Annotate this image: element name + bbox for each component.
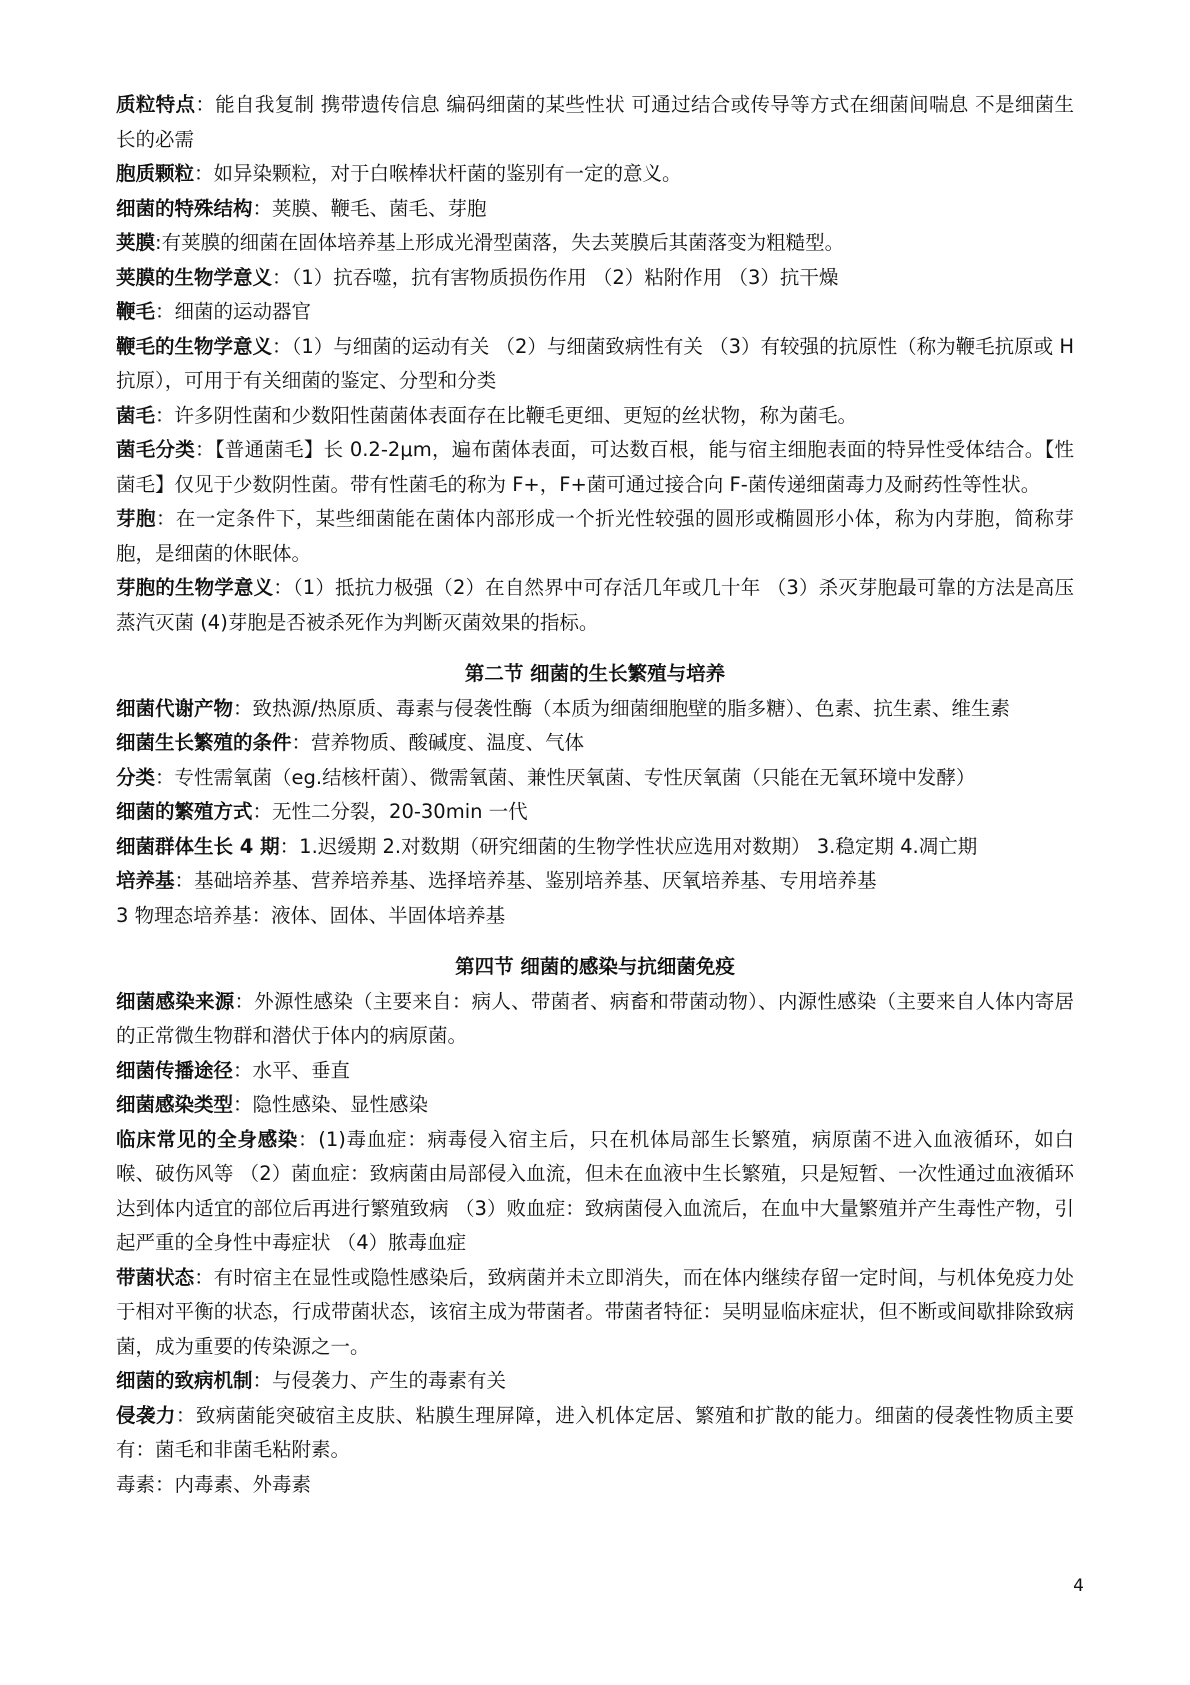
paragraph-text: 营养物质、酸碱度、温度、气体 bbox=[311, 731, 585, 754]
term-label: 细菌的致病机制 bbox=[116, 1369, 253, 1392]
paragraph-text: (1)毒血症：病毒侵入宿主后，只在机体局部生长繁殖，病原菌不进入血液循环，如白喉、破伤风等 （2）菌血症：致病菌由局部侵入血流，但未在血液中生长繁殖，只是短暂、一次性通过血液循环达到体内适宜的部位后再进行繁殖致病 （3）败血症：致病菌侵入血流后，在血中大量繁殖并产生毒性产物，引起严重的全身性中毒症状 （4）脓毒血症 bbox=[116, 1127, 1074, 1254]
paragraph bbox=[116, 726, 1074, 761]
term-label: 培养基 bbox=[116, 869, 175, 892]
term-separator: ： bbox=[252, 1369, 273, 1392]
paragraph bbox=[116, 1054, 1074, 1089]
paragraph bbox=[116, 692, 1074, 727]
section-heading: 第二节 细菌的生长繁殖与培养 bbox=[464, 662, 726, 685]
paragraph bbox=[116, 433, 1074, 502]
paragraph-text: 水平、垂直 bbox=[252, 1058, 351, 1082]
term-separator: ： bbox=[298, 1127, 319, 1151]
term-label: 细菌代谢产物 bbox=[116, 696, 234, 720]
term-label: 芽胞 bbox=[116, 507, 156, 530]
term-separator: ： bbox=[233, 696, 253, 720]
term-label: 鞭毛 bbox=[116, 300, 156, 323]
term-label: 细菌的繁殖方式 bbox=[116, 800, 253, 823]
paragraph bbox=[116, 761, 1074, 796]
term-separator: ： bbox=[155, 403, 175, 427]
term-label: 荚膜的生物学意义 bbox=[116, 265, 273, 289]
paragraph-text: 致热源/热原质、毒素与侵袭性酶（本质为细菌细胞壁的脂多糖）、色素、抗生素、维生素 bbox=[252, 696, 1010, 720]
term-label: 芽胞的生物学意义 bbox=[116, 576, 274, 599]
term-label: 细菌传播途径 bbox=[116, 1058, 234, 1082]
term-label: 临床常见的全身感染 bbox=[116, 1127, 299, 1151]
term-separator: ： bbox=[272, 265, 292, 289]
term-separator: ： bbox=[273, 576, 293, 599]
paragraph bbox=[116, 295, 1074, 330]
paragraph-text: （1）抵抗力极强（2）在自然界中可存活几年或几十年 （3）杀灭芽胞最可靠的方法是高压蒸汽灭菌 (4)芽胞是否被杀死作为判断灭菌效果的指标。 bbox=[116, 576, 1074, 634]
paragraph bbox=[116, 1468, 1074, 1503]
term-label: 鞭毛的生物学意义 bbox=[116, 334, 273, 358]
section-heading: 第四节 细菌的感染与抗细菌免疫 bbox=[455, 955, 735, 978]
term-label: 带菌状态 bbox=[116, 1265, 195, 1289]
term-separator: ： bbox=[252, 800, 273, 823]
paragraph-text: 1.迟缓期 2.对数期（研究细菌的生物学性状应选用对数期） 3.稳定期 4.凋亡期 bbox=[299, 834, 978, 858]
paragraph bbox=[116, 88, 1074, 157]
paragraph-text: 专性需氧菌（eg.结核杆菌）、微需氧菌、兼性厌氧菌、专性厌氧菌（只能在无氧环境中发酵） bbox=[174, 765, 976, 789]
paragraph-text: 如异染颗粒，对于白喉棒状杆菌的鉴别有一定的意义。 bbox=[213, 162, 682, 185]
term-label: 细菌感染类型 bbox=[116, 1093, 234, 1116]
term-separator: ： bbox=[291, 731, 312, 754]
paragraph bbox=[116, 261, 1074, 296]
paragraph-text: 基础培养基、营养培养基、选择培养基、鉴别培养基、厌氧培养基、专用培养基 bbox=[194, 869, 877, 892]
paragraph bbox=[116, 795, 1074, 830]
term-label: 侵袭力 bbox=[116, 1403, 176, 1427]
term-label: 细菌生长繁殖的条件 bbox=[116, 731, 292, 754]
term-separator: ： bbox=[194, 162, 214, 185]
paragraph-text: 有时宿主在显性或隐性感染后，致病菌并未立即消失，而在体内继续存留一定时间，与机体免疫力处于相对平衡的状态，行成带菌状态，该宿主成为带菌者。带菌者特征：吴明显临床症状，但不断或间歇排除致病菌，成为重要的传染源之一。 bbox=[116, 1265, 1074, 1358]
paragraph bbox=[116, 1088, 1074, 1123]
paragraph bbox=[116, 502, 1074, 571]
term-separator: ： bbox=[233, 1058, 253, 1082]
term-label: 胞质颗粒 bbox=[116, 162, 195, 185]
term-label: 菌毛分类 bbox=[116, 438, 196, 461]
paragraph bbox=[116, 1399, 1074, 1468]
paragraph-text: 毒素：内毒素、外毒素 bbox=[116, 1472, 312, 1496]
paragraph-text: 隐性感染、显性感染 bbox=[252, 1093, 429, 1116]
paragraph bbox=[116, 985, 1074, 1054]
paragraph-text: 在一定条件下，某些细菌能在菌体内部形成一个折光性较强的圆形或椭圆形小体，称为内芽胞，简称芽胞，是细菌的休眠体。 bbox=[116, 507, 1074, 565]
term-separator: ： bbox=[155, 300, 175, 323]
term-label: 菌毛 bbox=[116, 403, 156, 427]
term-separator: ： bbox=[195, 93, 216, 116]
term-separator: ： bbox=[195, 438, 215, 461]
paragraph bbox=[116, 1364, 1074, 1399]
paragraph bbox=[116, 399, 1074, 434]
paragraph bbox=[116, 571, 1074, 640]
term-separator: ： bbox=[175, 1403, 196, 1427]
term-label: 细菌群体生长 4 期 bbox=[116, 834, 280, 858]
paragraph-text: 细菌的运动器官 bbox=[174, 300, 312, 323]
paragraph-text: （1）抗吞噬，抗有害物质损伤作用 （2）粘附作用 （3）抗干燥 bbox=[291, 265, 839, 289]
paragraph-text: 无性二分裂，20-30min 一代 bbox=[272, 800, 528, 823]
paragraph-text: （1）与细菌的运动有关 （2）与细菌致病性有关 （3）有较强的抗原性（称为鞭毛抗原或 H 抗原），可用于有关细菌的鉴定、分型和分类 bbox=[116, 334, 1074, 392]
term-separator: : bbox=[155, 231, 162, 254]
page-number: 4 bbox=[1073, 1576, 1084, 1596]
paragraph-text: 外源性感染（主要来自：病人、带菌者、病畜和带菌动物）、内源性感染（主要来自人体内寄居的正常微生物群和潜伏于体内的病原菌。 bbox=[116, 989, 1074, 1047]
paragraph-text: 有荚膜的细菌在固体培养基上形成光滑型菌落，失去荚膜后其菌落变为粗糙型。 bbox=[161, 231, 845, 254]
paragraph bbox=[116, 864, 1074, 899]
paragraph-text: 【普通菌毛】长 0.2-2μm，遍布菌体表面，可达数百根，能与宿主细胞表面的特异性受体结合。【性菌毛】仅见于少数阴性菌。带有性菌毛的称为 F+，F+菌可通过接合向 F-菌传递细菌毒力及耐药性等性状。 bbox=[116, 438, 1074, 496]
term-label: 质粒特点 bbox=[116, 93, 196, 116]
term-separator: ： bbox=[279, 834, 300, 858]
term-label: 细菌的特殊结构 bbox=[116, 196, 253, 220]
term-separator: ： bbox=[272, 334, 292, 358]
term-separator: ： bbox=[155, 765, 175, 789]
paragraph-text: 许多阴性菌和少数阳性菌菌体表面存在比鞭毛更细、更短的丝状物，称为菌毛。 bbox=[174, 403, 858, 427]
paragraph bbox=[116, 1261, 1074, 1365]
term-label: 荚膜 bbox=[116, 231, 156, 254]
paragraph-text: 3 物理态培养基：液体、固体、半固体培养基 bbox=[116, 903, 506, 927]
term-separator: ： bbox=[155, 507, 176, 530]
paragraph bbox=[116, 830, 1074, 865]
paragraph-text: 荚膜、鞭毛、菌毛、芽胞 bbox=[272, 196, 487, 220]
paragraph bbox=[116, 157, 1074, 192]
term-label: 细菌感染来源 bbox=[116, 989, 235, 1013]
term-separator: ： bbox=[194, 1265, 214, 1289]
paragraph bbox=[116, 899, 1074, 934]
term-separator: ： bbox=[233, 1093, 253, 1116]
term-separator: ： bbox=[252, 196, 273, 220]
paragraph-text: 致病菌能突破宿主皮肤、粘膜生理屏障，进入机体定居、繁殖和扩散的能力。细菌的侵袭性物质主要有：菌毛和非菌毛粘附素。 bbox=[116, 1403, 1074, 1461]
paragraph bbox=[116, 1123, 1074, 1261]
term-separator: ： bbox=[174, 869, 195, 892]
term-separator: ： bbox=[234, 989, 255, 1013]
paragraph bbox=[116, 330, 1074, 399]
paragraph-text: 与侵袭力、产生的毒素有关 bbox=[272, 1369, 507, 1392]
term-label: 分类 bbox=[116, 765, 156, 789]
paragraph bbox=[116, 226, 1074, 261]
page-content bbox=[116, 88, 1074, 1502]
paragraph bbox=[116, 192, 1074, 227]
paragraph-text: 能自我复制 携带遗传信息 编码细菌的某些性状 可通过结合或传导等方式在细菌间喘息 不是细菌生长的必需 bbox=[116, 93, 1074, 151]
